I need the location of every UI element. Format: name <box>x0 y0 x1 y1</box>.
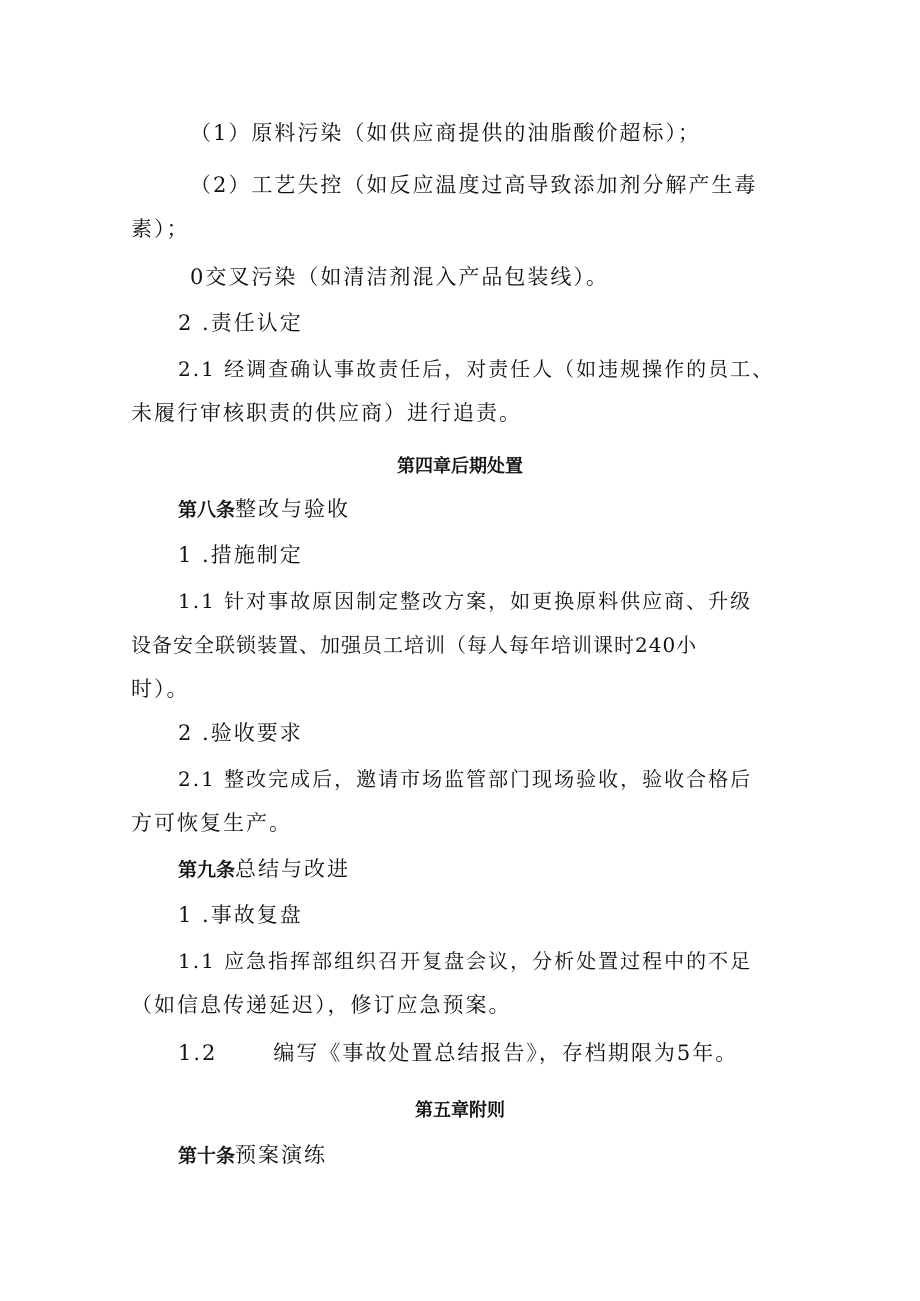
item-number: 1.2 <box>178 1041 218 1065</box>
paragraph-line: 1.1 应急指挥部组织召开复盘会议，分析处置过程中的不足 <box>178 949 753 973</box>
paragraph-line: 方可恢复生产。 <box>131 811 292 835</box>
article-number: 第八条 <box>178 499 236 521</box>
article-number: 第九条 <box>178 859 236 881</box>
paragraph-line: 2.1 经调查确认事故责任后，对责任人（如违规操作的员工、 <box>178 357 775 381</box>
paragraph-line: 素）； <box>131 217 190 241</box>
item-text: 编写《事故处置总结报告》，存档期限为5年。 <box>273 1041 739 1065</box>
paragraph-line: 设备安全联锁装置、加强员工培训（每人每年培训课时240小 <box>131 633 698 657</box>
paragraph-line: （如信息传递延迟），修订应急预案。 <box>131 993 512 1017</box>
paragraph-line: 0交叉污染（如清洁剂混入产品包装线）。 <box>190 265 609 289</box>
paragraph-line: 未履行审核职责的供应商）进行追责。 <box>131 401 522 425</box>
paragraph-line: 2 .责任认定 <box>178 311 303 335</box>
article-heading <box>178 494 350 525</box>
article-heading <box>178 854 350 885</box>
chapter-heading: 第四章后期处置 <box>397 456 523 477</box>
paragraph-line: 1 .措施制定 <box>178 543 303 567</box>
paragraph-line: 1 .事故复盘 <box>178 903 303 927</box>
article-title: 整改与验收 <box>235 497 351 521</box>
paragraph-line: （2）工艺失控（如反应温度过高导致添加剂分解产生毒 <box>190 173 758 197</box>
article-heading <box>178 1140 327 1171</box>
paragraph-line: 2 .验收要求 <box>178 721 303 745</box>
paragraph-line: 2.1 整改完成后，邀请市场监管部门现场验收，验收合格后 <box>178 767 753 791</box>
paragraph-line: 1.1 针对事故原因制定整改方案，如更换原料供应商、升级 <box>178 589 753 613</box>
article-number: 第十条 <box>178 1145 236 1167</box>
article-title: 预案演练 <box>235 1143 328 1167</box>
paragraph-line: （1）原料污染（如供应商提供的油脂酸价超标）； <box>190 121 701 145</box>
article-title: 总结与改进 <box>235 857 351 881</box>
paragraph-line: 时）。 <box>131 677 190 701</box>
paragraph-line <box>178 1038 738 1068</box>
chapter-heading: 第五章附则 <box>415 1100 505 1121</box>
